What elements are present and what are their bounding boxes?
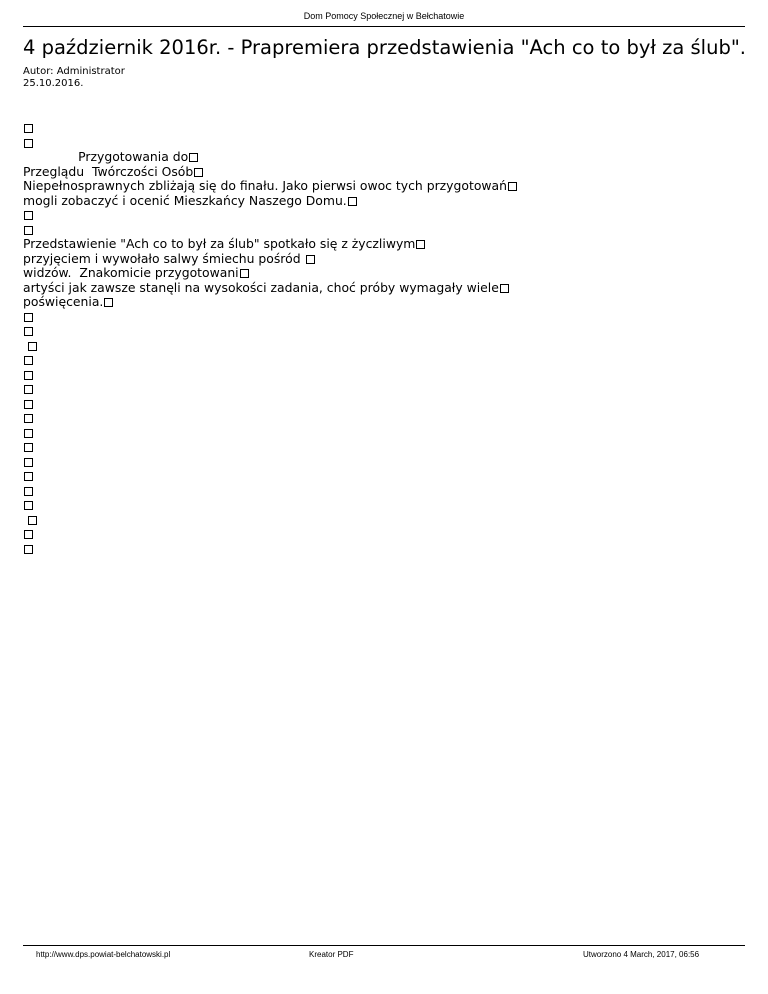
missing-glyph-box-icon bbox=[104, 298, 113, 307]
body-line-text: Przeglądu Twórczości Osób bbox=[23, 163, 194, 179]
body-line-text: artyści jak zawsze stanęli na wysokości zadania, choć próby wymagały wiele bbox=[23, 279, 499, 295]
missing-glyph-box-icon bbox=[24, 313, 33, 322]
body-line bbox=[23, 455, 517, 470]
page-header-site-name: Dom Pomocy Społecznej w Bełchatowie bbox=[303, 11, 465, 21]
article-author: Autor: Administrator bbox=[23, 66, 125, 77]
body-line bbox=[23, 281, 517, 296]
body-line bbox=[23, 266, 517, 281]
missing-glyph-box-icon bbox=[306, 255, 315, 264]
body-line-text: Przygotowania do bbox=[23, 149, 189, 164]
body-line bbox=[23, 150, 517, 165]
body-line bbox=[23, 382, 517, 397]
missing-glyph-box-icon bbox=[24, 501, 33, 510]
missing-glyph-box-icon bbox=[24, 327, 33, 336]
body-line bbox=[23, 440, 517, 455]
missing-glyph-box-icon bbox=[24, 443, 33, 452]
missing-glyph-box-icon bbox=[24, 400, 33, 409]
footer-created-date: Utworzono 4 March, 2017, 06:56 bbox=[583, 950, 700, 959]
body-line bbox=[23, 353, 517, 368]
footer-url: http://www.dps.powiat-belchatowski.pl bbox=[36, 950, 171, 959]
body-line-text: poświęcenia. bbox=[23, 294, 104, 309]
missing-glyph-box-icon bbox=[24, 139, 33, 148]
missing-glyph-box-icon bbox=[189, 153, 198, 162]
body-line-text: Przedstawienie "Ach co to był za ślub" spotkało się z życzliwym bbox=[23, 236, 416, 251]
missing-glyph-box-icon bbox=[24, 124, 33, 133]
body-line-text: Niepełnosprawnych zbliżają się do finału. Jako pierwsi owoc tych przygotowań bbox=[23, 178, 507, 193]
missing-glyph-box-icon bbox=[24, 414, 33, 423]
body-line bbox=[23, 136, 517, 151]
body-line-text: przyjęciem i wywołało salwy śmiechu pośród bbox=[23, 250, 305, 266]
body-line bbox=[23, 237, 517, 252]
missing-glyph-box-icon bbox=[24, 226, 33, 235]
body-line-text bbox=[23, 512, 27, 527]
footer-divider bbox=[23, 945, 745, 946]
missing-glyph-box-icon bbox=[24, 487, 33, 496]
body-line bbox=[23, 121, 517, 136]
body-line-text bbox=[23, 338, 27, 353]
body-line bbox=[23, 527, 517, 542]
missing-glyph-box-icon bbox=[24, 545, 33, 554]
article-title: 4 październik 2016r. - Prapremiera przedstawienia "Ach co to był za ślub". bbox=[23, 36, 746, 59]
missing-glyph-box-icon bbox=[24, 458, 33, 467]
body-line bbox=[23, 295, 517, 310]
missing-glyph-box-icon bbox=[194, 168, 203, 177]
missing-glyph-box-icon bbox=[24, 429, 33, 438]
missing-glyph-box-icon bbox=[500, 284, 509, 293]
body-line bbox=[23, 542, 517, 557]
missing-glyph-box-icon bbox=[240, 269, 249, 278]
body-line bbox=[23, 411, 517, 426]
body-line bbox=[23, 498, 517, 513]
footer-generator: Kreator PDF bbox=[309, 950, 354, 959]
missing-glyph-box-icon bbox=[24, 211, 33, 220]
article-date: 25.10.2016. bbox=[23, 78, 84, 89]
article-meta bbox=[23, 66, 125, 90]
body-line bbox=[23, 252, 517, 267]
missing-glyph-box-icon bbox=[508, 182, 517, 191]
body-line bbox=[23, 484, 517, 499]
header-divider bbox=[23, 26, 745, 27]
body-line bbox=[23, 324, 517, 339]
body-line bbox=[23, 194, 517, 209]
body-line-text: widzów. Znakomicie przygotowani bbox=[23, 265, 239, 280]
body-line bbox=[23, 513, 517, 528]
body-line bbox=[23, 469, 517, 484]
body-line bbox=[23, 179, 517, 194]
missing-glyph-box-icon bbox=[24, 371, 33, 380]
body-line bbox=[23, 165, 517, 180]
body-line bbox=[23, 310, 517, 325]
body-line-text: mogli zobaczyć i ocenić Mieszkańcy Naszego Domu. bbox=[23, 192, 347, 208]
body-line bbox=[23, 397, 517, 412]
body-line bbox=[23, 339, 517, 354]
body-line bbox=[23, 208, 517, 223]
missing-glyph-box-icon bbox=[24, 385, 33, 394]
missing-glyph-box-icon bbox=[24, 356, 33, 365]
missing-glyph-box-icon bbox=[28, 516, 37, 525]
missing-glyph-box-icon bbox=[28, 342, 37, 351]
body-line bbox=[23, 426, 517, 441]
missing-glyph-box-icon bbox=[348, 197, 357, 206]
missing-glyph-box-icon bbox=[24, 530, 33, 539]
article-body bbox=[23, 121, 517, 556]
body-line bbox=[23, 368, 517, 383]
missing-glyph-box-icon bbox=[24, 472, 33, 481]
body-line bbox=[23, 223, 517, 238]
missing-glyph-box-icon bbox=[416, 240, 425, 249]
